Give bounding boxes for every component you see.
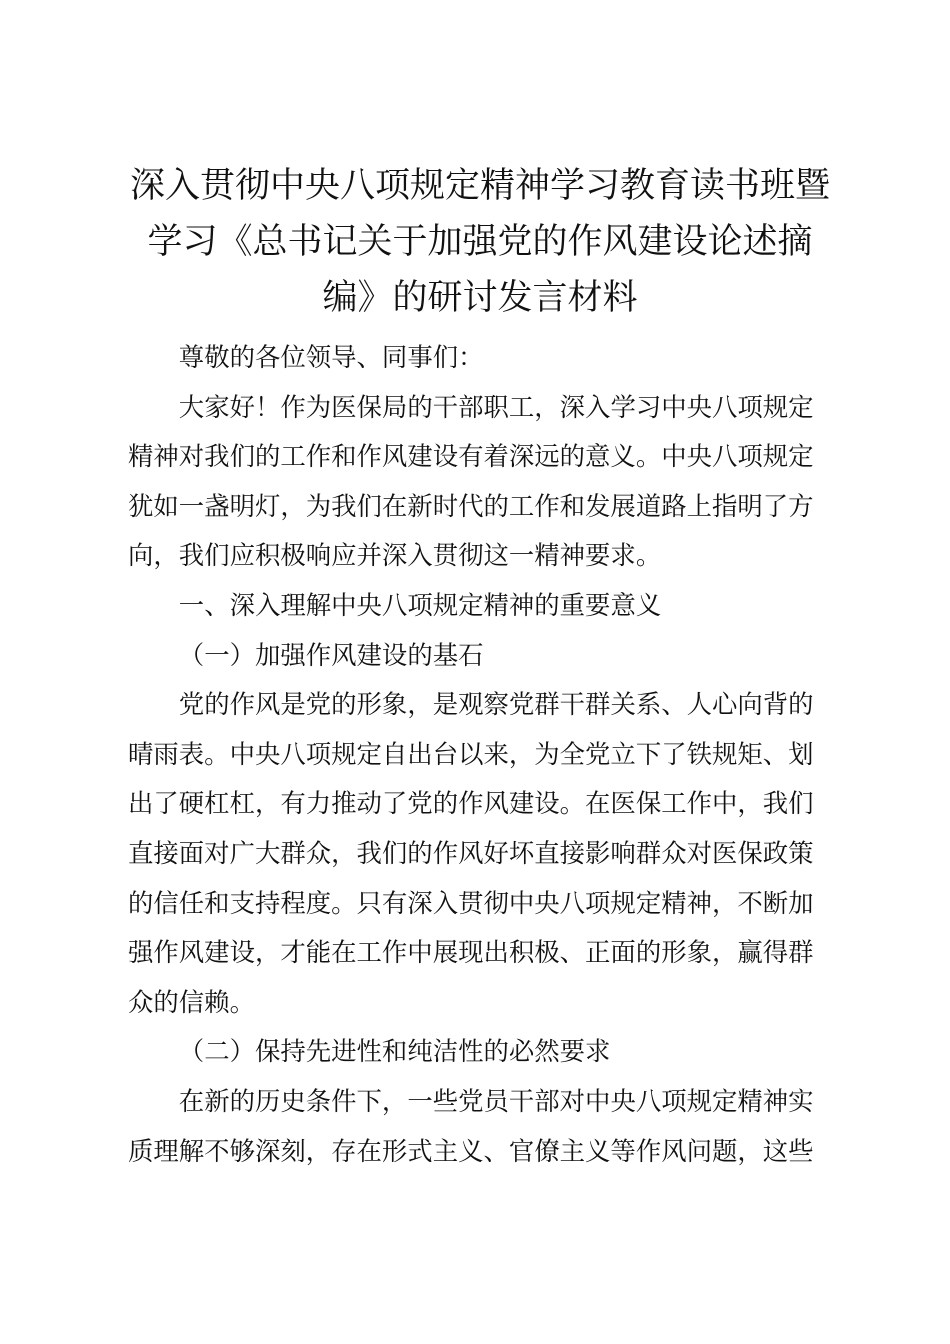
title-line: 学习《总书记关于加强党的作风建设论述摘 bbox=[147, 222, 813, 262]
text-line: 质理解不够深刻，存在形式主义、官僚主义等作风问题，这些 bbox=[128, 1135, 814, 1166]
text-line: 精神对我们的工作和作风建设有着深远的意义。中央八项规定 bbox=[128, 441, 814, 472]
text-line: 众的信赖。 bbox=[128, 986, 255, 1017]
text-line: 大家好！作为医保局的干部职工，深入学习中央八项规定 bbox=[178, 391, 814, 422]
text-line: 在新的历史条件下，一些党员干部对中央八项规定精神实 bbox=[178, 1085, 814, 1116]
subsection-heading bbox=[128, 631, 832, 681]
title-line: 深入贯彻中央八项规定精神学习教育读书班暨 bbox=[129, 166, 830, 206]
document-body bbox=[128, 333, 832, 1176]
document-title bbox=[110, 158, 850, 326]
title-line: 编》的研讨发言材料 bbox=[322, 278, 638, 318]
subsection-heading bbox=[128, 1027, 832, 1077]
text-line: 向，我们应积极响应并深入贯彻这一精神要求。 bbox=[128, 540, 662, 571]
text-line: 尊敬的各位领导、同事们： bbox=[178, 342, 484, 372]
section-heading bbox=[128, 581, 832, 631]
body-paragraph bbox=[128, 1077, 832, 1176]
text-line: （一）加强作风建设的基石 bbox=[178, 639, 484, 670]
text-line: 直接面对广大群众，我们的作风好坏直接影响群众对医保政策 bbox=[128, 837, 814, 868]
text-line: 一、深入理解中央八项规定精神的重要意义 bbox=[178, 589, 662, 620]
text-line: （二）保持先进性和纯洁性的必然要求 bbox=[178, 1036, 611, 1067]
body-paragraph bbox=[128, 680, 832, 1027]
text-line: 出了硬杠杠，有力推动了党的作风建设。在医保工作中，我们 bbox=[128, 788, 814, 819]
text-line: 的信任和支持程度。只有深入贯彻中央八项规定精神，不断加 bbox=[128, 887, 814, 918]
salutation-paragraph bbox=[128, 333, 832, 383]
text-line: 犹如一盏明灯，为我们在新时代的工作和发展道路上指明了方 bbox=[128, 490, 814, 521]
text-line: 党的作风是党的形象，是观察党群干群关系、人心向背的 bbox=[178, 689, 814, 720]
intro-paragraph bbox=[128, 383, 832, 581]
text-line: 强作风建设，才能在工作中展现出积极、正面的形象，赢得群 bbox=[128, 937, 814, 968]
text-line: 晴雨表。中央八项规定自出台以来，为全党立下了铁规矩、划 bbox=[128, 738, 814, 769]
